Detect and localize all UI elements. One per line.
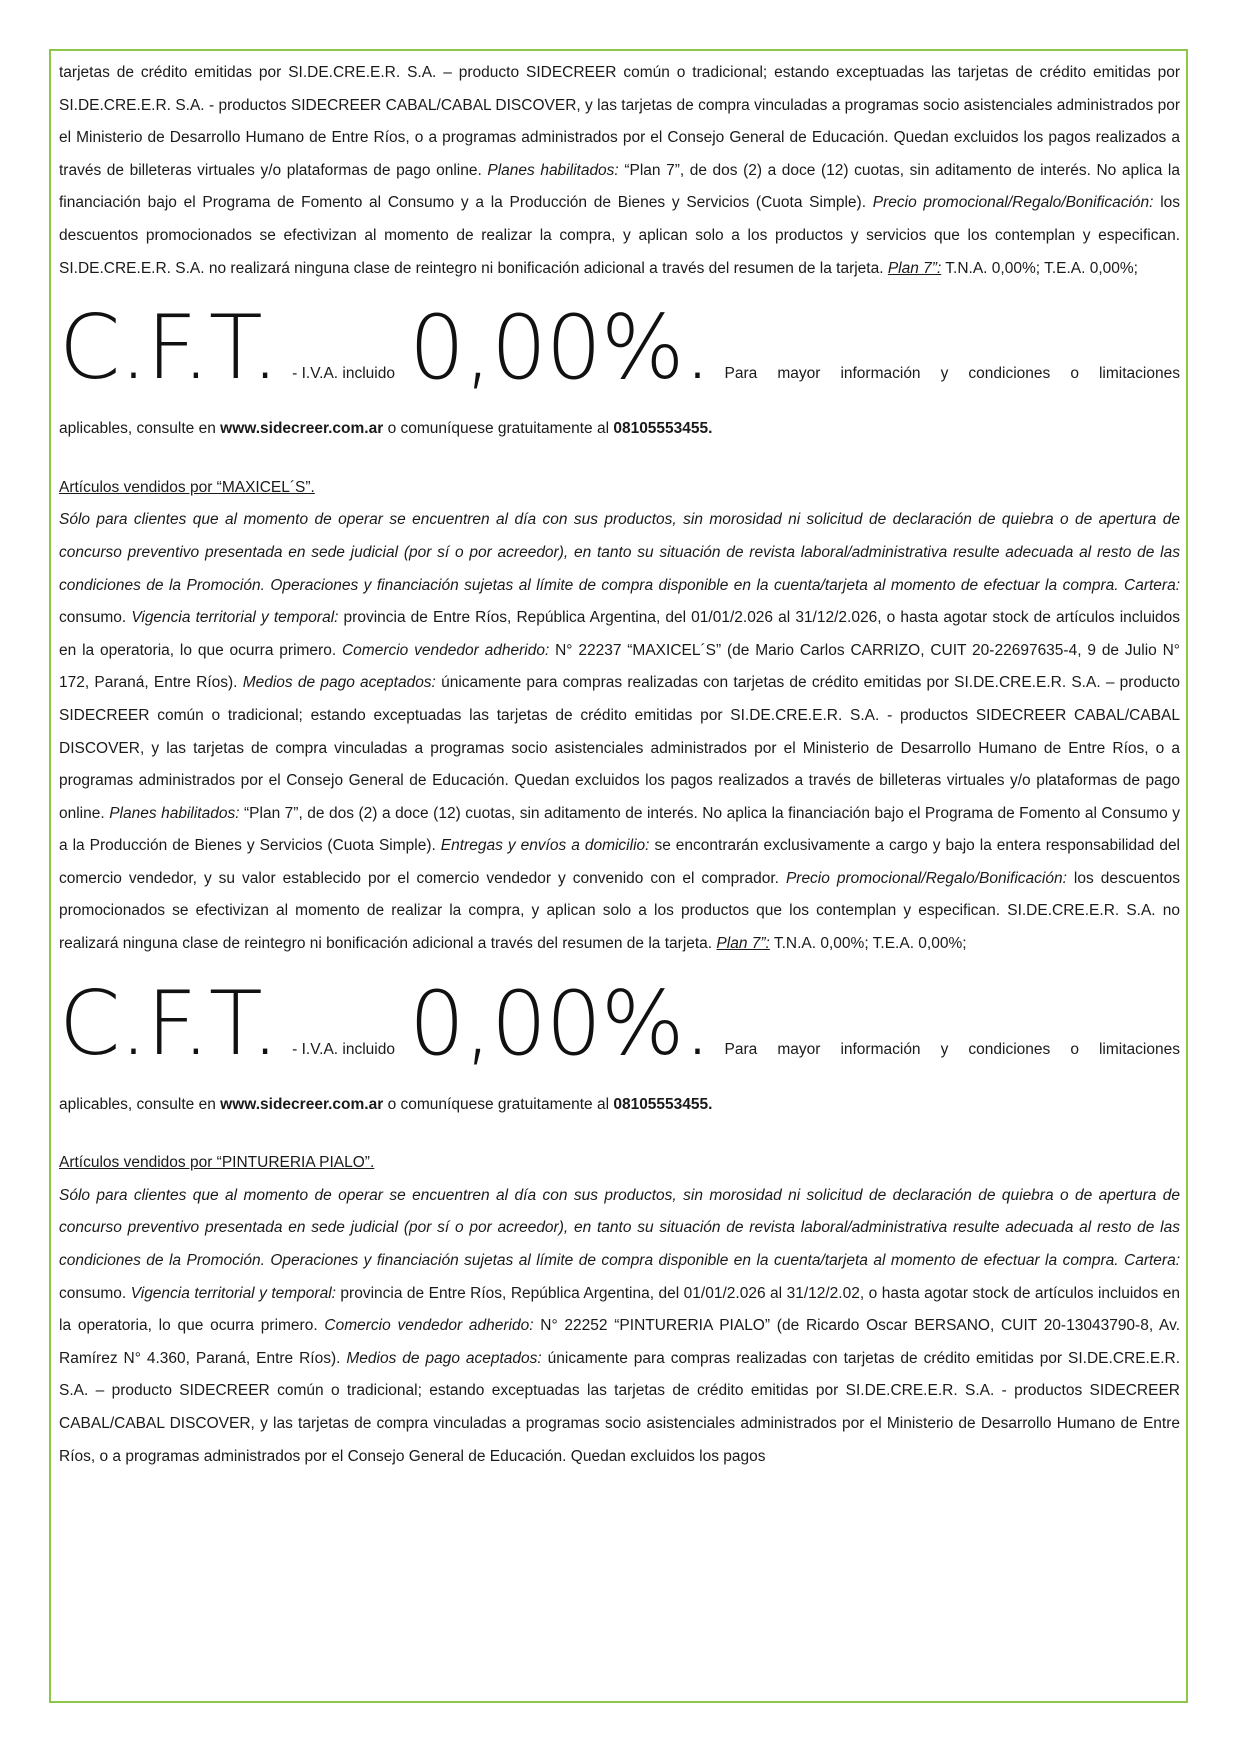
cft-value: 0,00%.	[408, 296, 711, 400]
plan7-rates: T.N.A. 0,00%; T.E.A. 0,00%;	[769, 935, 967, 953]
tail-word: y	[940, 1040, 949, 1058]
comercio-text: N° 22237 “MAXICEL´S” (de Mario Carlos CARRIZO, CUIT 20-22697635-4, 9 de Julio N° 172, Paraná, Entre Ríos).	[59, 641, 1181, 692]
tail-word: limitaciones	[1098, 365, 1180, 383]
consult-prefix: aplicables, consulte en	[59, 420, 221, 438]
tail-word: mayor	[777, 1040, 821, 1058]
entregas-label: Entregas y envíos a domicilio:	[440, 837, 650, 855]
document-body	[59, 57, 1180, 1473]
cft-line-1	[59, 285, 1180, 411]
cartera-text: consumo.	[59, 1284, 131, 1302]
entregas-text: se encontrarán exclusivamente a cargo y bajo la entera responsabilidad del comercio vendedor, y su valor establecido por el comercio vendedor y convenido con el comprador.	[59, 837, 1181, 887]
plan7-rates: T.N.A. 0,00%; T.E.A. 0,00%;	[941, 259, 1138, 277]
terms-paragraph-3	[59, 1180, 1180, 1473]
tail-word: mayor	[777, 365, 821, 383]
consult-prefix: aplicables, consulte en	[59, 1095, 221, 1113]
planes-text: “Plan 7”, de dos (2) a doce (12) cuotas, sin aditamento de interés. No aplica la financiación bajo el Programa de Fomento al Consumo y a la Producción de Bienes y Servicios (Cuota Simple).	[59, 804, 1181, 855]
terms-paragraph-2	[59, 504, 1180, 960]
cartera-text: consumo.	[59, 609, 132, 627]
intro-text: Sólo para clientes que al momento de operar se encuentren al día con sus productos, sin morosidad ni solicitud de declaración de quiebra o de apertura de concurso preventivo presentada en sede judicial (por sí o por acreedor), en tanto su situación de revista laboral/administrativa resulte adecuada al resto de las condiciones de la Promoción. Operaciones y financiación sujetas al límite de compra disponible en la cuenta/tarjeta al momento de efectuar la compra. Cartera:	[59, 511, 1180, 594]
plan7-label: Plan 7”:	[716, 935, 770, 953]
tail-word: condiciones	[968, 1040, 1051, 1058]
phone-number: 08105553455.	[613, 420, 713, 438]
comercio-label: Comercio vendedor adherido:	[324, 1317, 534, 1335]
consult-line-1	[59, 413, 1180, 446]
planes-label: Planes habilitados:	[109, 804, 240, 822]
section-gap	[59, 446, 1180, 472]
planes-label: Planes habilitados:	[487, 161, 619, 179]
tail-word: información	[840, 1040, 921, 1058]
cft-tail	[725, 987, 1180, 1087]
consult-mid: o comuníquese gratuitamente al	[383, 1095, 614, 1113]
phone-number: 08105553455.	[613, 1095, 713, 1113]
cft-line-2	[59, 961, 1180, 1087]
terms-paragraph-1	[59, 57, 1180, 285]
cft-label: C.F.T.	[59, 296, 279, 400]
section-heading-pintureria: Artículos vendidos por “PINTURERIA PIALO”.	[59, 1154, 375, 1172]
planes-text: “Plan 7”, de dos (2) a doce (12) cuotas, sin aditamento de interés. No aplica la financiación bajo el Programa de Fomento al Consumo y a la Producción de Bienes y Servicios (Cuota Simple).	[59, 161, 1180, 212]
iva-note: - I.V.A. incluido	[292, 365, 395, 383]
section-heading-maxicels: Artículos vendidos por “MAXICEL´S”.	[59, 478, 315, 496]
medios-text: únicamente para compras realizadas con tarjetas de crédito emitidas por SI.DE.CRE.E.R. S.A. – producto SIDECREER común o tradicional; estando exceptuadas las tarjetas de crédito emitidas por SI.DE.CRE.E.R. S.A. - productos SIDECREER CABAL/CABAL DISCOVER, y las tarjetas de compra vinculadas a programas socio asistenciales administrados por el Ministerio de Desarrollo Humano de Entre Ríos, o a programas administrados por el Consejo General de Educación. Quedan excluidos los pagos realizados a través de billeteras virtuales y/o plataformas de pago online.	[59, 674, 1180, 822]
medios-label: Medios de pago aceptados:	[242, 674, 436, 692]
vigencia-text: provincia de Entre Ríos, República Argentina, del 01/01/2.026 al 31/12/2.026, o hasta agotar stock de artículos incluidos en la operatoria, lo que ocurra primero.	[59, 609, 1181, 659]
iva-note: - I.V.A. incluido	[292, 1040, 395, 1058]
cft-value: 0,00%.	[408, 971, 711, 1075]
tail-word: condiciones	[968, 365, 1051, 383]
precio-text: los descuentos promocionados se efectivizan al momento de realizar la compra, y aplican solo a los productos y servicios que los contemplan y especifican. SI.DE.CRE.E.R. S.A. no realizará ninguna clase de reintegro ni bonificación adicional a través del resumen de la tarjeta.	[59, 194, 1181, 277]
consult-line-2	[59, 1089, 1180, 1122]
cft-tail	[725, 311, 1180, 411]
tail-word: información	[840, 365, 921, 383]
website-link[interactable]: www.sidecreer.com.ar	[220, 1095, 384, 1113]
intro-text: Sólo para clientes que al momento de operar se encuentren al día con sus productos, sin morosidad ni solicitud de declaración de quiebra o de apertura de concurso preventivo presentada en sede judicial (por sí o por acreedor), en tanto su situación de revista laboral/administrativa resulte adecuada al resto de las condiciones de la Promoción. Operaciones y financiación sujetas al límite de compra disponible en la cuenta/tarjeta al momento de efectuar la compra. Cartera:	[59, 1186, 1180, 1270]
precio-label: Precio promocional/Regalo/Bonificación:	[785, 869, 1067, 887]
website-link[interactable]: www.sidecreer.com.ar	[220, 420, 384, 438]
cft-label: C.F.T.	[59, 971, 279, 1075]
vigencia-label: Vigencia territorial y temporal:	[130, 1284, 336, 1302]
vigencia-text: provincia de Entre Ríos, República Argentina, del 01/01/2.026 al 31/12/2.02, o hasta agotar stock de artículos incluidos en la operatoria, lo que ocurra primero.	[59, 1284, 1181, 1335]
plan7-label: Plan 7”:	[887, 259, 942, 277]
medios-label: Medios de pago aceptados:	[346, 1349, 542, 1367]
vigencia-label: Vigencia territorial y temporal:	[131, 609, 339, 627]
comercio-text: N° 22252 “PINTURERIA PIALO” (de Ricardo Oscar BERSANO, CUIT 20-13043790-8, Av. Ramírez N° 4.360, Paraná, Entre Ríos).	[59, 1317, 1181, 1367]
paragraph-text: tarjetas de crédito emitidas por SI.DE.CRE.E.R. S.A. – producto SIDECREER común o tradicional; estando exceptuadas las tarjetas de crédito emitidas por SI.DE.CRE.E.R. S.A. - productos SIDECREER CABAL/CABAL DISCOVER, y las tarjetas de compra vinculadas a programas socio asistenciales administrados por el Ministerio de Desarrollo Humano de Entre Ríos, o a programas administrados por el Consejo General de Educación. Quedan excluidos los pagos realizados a través de billeteras virtuales y/o plataformas de pago online.	[59, 64, 1180, 179]
precio-text: los descuentos promocionados se efectivizan al momento de realizar la compra, y aplican solo a los productos que los contemplan y especifican. SI.DE.CRE.E.R. S.A. no realizará ninguna clase de reintegro ni bonificación adicional a través del resumen de la tarjeta.	[59, 869, 1180, 953]
section-gap	[59, 1121, 1180, 1147]
consult-mid: o comuníquese gratuitamente al	[383, 420, 614, 438]
tail-word: limitaciones	[1098, 1040, 1180, 1058]
tail-word: Para	[724, 365, 758, 383]
comercio-label: Comercio vendedor adherido:	[341, 641, 550, 659]
tail-word: o	[1070, 365, 1079, 383]
precio-label: Precio promocional/Regalo/Bonificación:	[872, 194, 1154, 212]
tail-word: y	[940, 365, 949, 383]
tail-word: o	[1070, 1040, 1079, 1058]
medios-text: únicamente para compras realizadas con tarjetas de crédito emitidas por SI.DE.CRE.E.R. S.A. – producto SIDECREER común o tradicional; estando exceptuadas las tarjetas de crédito emitidas por SI.DE.CRE.E.R. S.A. - productos SIDECREER CABAL/CABAL DISCOVER, y las tarjetas de compra vinculadas a programas socio asistenciales administrados por el Ministerio de Desarrollo Humano de Entre Ríos, o a programas administrados por el Consejo General de Educación. Quedan excluidos los pagos	[59, 1349, 1181, 1465]
tail-word: Para	[724, 1040, 758, 1058]
